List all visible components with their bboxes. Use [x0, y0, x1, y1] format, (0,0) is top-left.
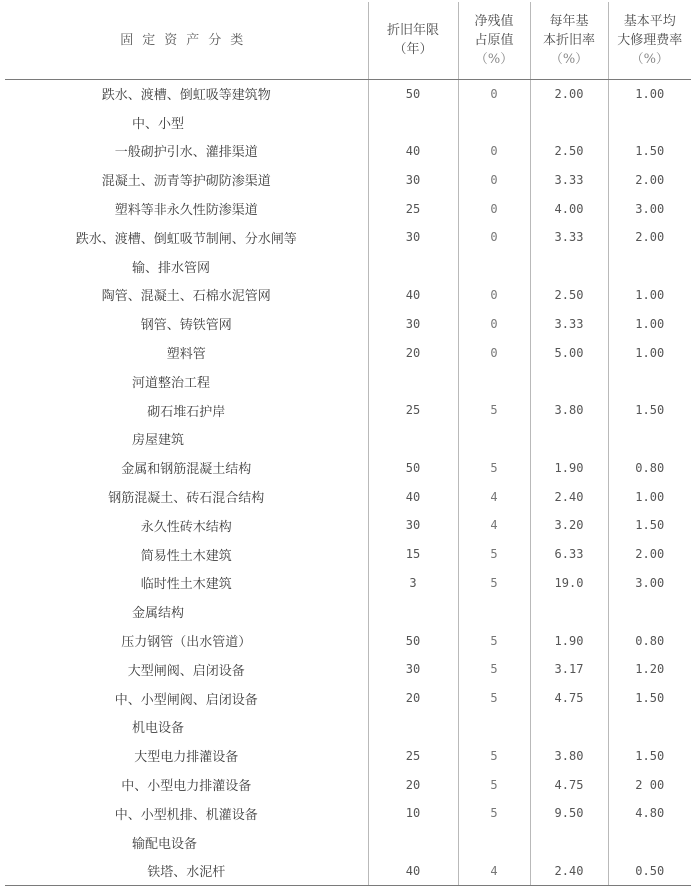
rate-cell: 3.80 [530, 741, 608, 770]
repair-cell [608, 713, 691, 742]
residual-cell [458, 597, 530, 626]
table-header [5, 2, 691, 79]
rate-cell [530, 425, 608, 454]
repair-cell [608, 828, 691, 857]
residual-cell: 4 [458, 511, 530, 540]
rate-cell: 4.75 [530, 770, 608, 799]
rate-cell: 3.33 [530, 223, 608, 252]
repair-cell: 1.50 [608, 511, 691, 540]
header-category: 固定资产分类 [5, 2, 368, 79]
residual-cell [458, 828, 530, 857]
years-cell: 40 [368, 281, 458, 310]
repair-cell [608, 367, 691, 396]
category-cell: 永久性砖木结构 [140, 519, 232, 535]
repair-cell: 1.00 [608, 309, 691, 338]
table-row [5, 799, 691, 828]
years-cell: 30 [368, 309, 458, 338]
table-row [5, 223, 691, 252]
years-cell: 50 [368, 453, 458, 482]
repair-cell: 2 00 [608, 770, 691, 799]
repair-cell: 0.80 [608, 453, 691, 482]
group-heading-cell: 房屋建筑 [132, 433, 185, 449]
rate-cell: 19.0 [530, 569, 608, 598]
rate-cell [530, 367, 608, 396]
table-row [5, 655, 691, 684]
years-cell: 3 [368, 569, 458, 598]
table-row [5, 425, 691, 454]
header-row [5, 2, 691, 79]
table-row [5, 309, 691, 338]
years-cell [368, 713, 458, 742]
category-cell: 陶管、混凝土、石棉水泥管网 [101, 289, 271, 305]
years-cell: 30 [368, 655, 458, 684]
residual-cell: 0 [458, 281, 530, 310]
group-heading-cell: 输配电设备 [132, 836, 198, 852]
category-cell: 压力钢管（出水管道） [121, 635, 252, 651]
category-cell: 大型闸阀、启闭设备 [127, 663, 245, 679]
repair-cell [608, 108, 691, 137]
residual-cell: 5 [458, 799, 530, 828]
header-repair-line-1: 基本平均 [623, 13, 676, 29]
table-row [5, 569, 691, 598]
header-repair [608, 2, 691, 79]
table-row [5, 770, 691, 799]
header-residual [458, 2, 530, 79]
header-years-line-2: （年） [393, 42, 433, 58]
repair-cell: 1.00 [608, 281, 691, 310]
rate-cell: 3.33 [530, 309, 608, 338]
table-row [5, 857, 691, 886]
years-cell [368, 828, 458, 857]
repair-cell: 0.80 [608, 626, 691, 655]
rate-cell [530, 828, 608, 857]
header-residual-line-3: （%） [474, 51, 514, 67]
rate-cell: 2.50 [530, 137, 608, 166]
rate-cell [530, 713, 608, 742]
table-row [5, 597, 691, 626]
repair-cell: 1.50 [608, 137, 691, 166]
years-cell: 30 [368, 223, 458, 252]
repair-cell [608, 597, 691, 626]
table-row [5, 626, 691, 655]
category-cell: 跌水、渡槽、倒虹吸等建筑物 [101, 88, 271, 104]
table-row [5, 828, 691, 857]
repair-cell: 4.80 [608, 799, 691, 828]
rate-cell: 4.75 [530, 684, 608, 713]
years-cell [368, 108, 458, 137]
repair-cell: 1.20 [608, 655, 691, 684]
residual-cell: 0 [458, 223, 530, 252]
repair-cell: 1.00 [608, 482, 691, 511]
residual-cell: 5 [458, 540, 530, 569]
table-row [5, 108, 691, 137]
repair-cell: 0.50 [608, 857, 691, 886]
group-heading-cell: 中、小型 [132, 116, 185, 132]
years-cell: 30 [368, 165, 458, 194]
years-cell [368, 425, 458, 454]
rate-cell: 3.20 [530, 511, 608, 540]
residual-cell: 5 [458, 770, 530, 799]
category-cell: 金属和钢筋混凝土结构 [121, 462, 252, 478]
category-cell: 钢管、铸铁管网 [140, 318, 232, 334]
years-cell [368, 367, 458, 396]
table-row [5, 137, 691, 166]
category-cell: 跌水、渡槽、倒虹吸节制闸、分水闸等 [75, 231, 297, 247]
years-cell: 25 [368, 396, 458, 425]
category-cell: 中、小型机排、机灌设备 [114, 807, 258, 823]
years-cell: 40 [368, 857, 458, 886]
header-rate-line-2: 本折旧率 [542, 32, 595, 48]
header-repair-line-3: （%） [630, 51, 669, 67]
rate-cell: 1.90 [530, 626, 608, 655]
table-row [5, 540, 691, 569]
table-row [5, 79, 691, 108]
group-heading-cell: 机电设备 [132, 721, 185, 737]
residual-cell [458, 252, 530, 281]
years-cell: 15 [368, 540, 458, 569]
years-cell: 20 [368, 770, 458, 799]
category-cell: 一般砌护引水、灌排渠道 [114, 145, 258, 161]
repair-cell [608, 425, 691, 454]
years-cell: 50 [368, 626, 458, 655]
rate-cell [530, 108, 608, 137]
repair-cell: 1.00 [608, 338, 691, 367]
years-cell: 25 [368, 741, 458, 770]
rate-cell: 2.00 [530, 79, 608, 108]
rate-cell: 3.17 [530, 655, 608, 684]
years-cell: 30 [368, 511, 458, 540]
table-row [5, 684, 691, 713]
rate-cell: 2.40 [530, 482, 608, 511]
years-cell: 10 [368, 799, 458, 828]
repair-cell: 2.00 [608, 165, 691, 194]
table-row [5, 511, 691, 540]
category-cell: 塑料等非永久性防渗渠道 [114, 203, 258, 219]
table-row [5, 396, 691, 425]
years-cell [368, 252, 458, 281]
header-rate-line-3: （%） [549, 51, 589, 67]
category-cell: 混凝土、沥青等护砌防渗渠道 [101, 174, 271, 190]
repair-cell [608, 252, 691, 281]
repair-cell: 1.50 [608, 396, 691, 425]
residual-cell: 4 [458, 482, 530, 511]
header-years-line-1: 折旧年限 [386, 23, 439, 39]
rate-cell: 2.50 [530, 281, 608, 310]
rate-cell [530, 597, 608, 626]
years-cell: 40 [368, 137, 458, 166]
table-body [5, 79, 691, 885]
category-cell: 临时性土木建筑 [140, 577, 232, 593]
category-cell: 塑料管 [166, 347, 206, 363]
category-cell: 铁塔、水泥杆 [5, 857, 368, 886]
repair-cell: 3.00 [608, 194, 691, 223]
header-repair-line-2: 大修理费率 [617, 32, 683, 48]
table-row [5, 482, 691, 511]
repair-cell: 1.50 [608, 741, 691, 770]
header-rate [530, 2, 608, 79]
years-cell [368, 597, 458, 626]
rate-cell: 9.50 [530, 799, 608, 828]
residual-cell [458, 713, 530, 742]
residual-cell: 0 [458, 165, 530, 194]
years-cell: 25 [368, 194, 458, 223]
rate-cell: 1.90 [530, 453, 608, 482]
residual-cell: 0 [458, 137, 530, 166]
rate-cell: 6.33 [530, 540, 608, 569]
repair-cell: 2.00 [608, 223, 691, 252]
group-heading-cell: 金属结构 [132, 606, 185, 622]
rate-cell: 5.00 [530, 338, 608, 367]
repair-cell: 1.50 [608, 684, 691, 713]
repair-cell: 3.00 [608, 569, 691, 598]
residual-cell [458, 108, 530, 137]
group-heading-cell: 河道整治工程 [132, 375, 211, 391]
table-row [5, 338, 691, 367]
table-row [5, 713, 691, 742]
residual-cell: 5 [458, 741, 530, 770]
rate-cell: 2.40 [530, 857, 608, 886]
table-row [5, 281, 691, 310]
category-cell: 中、小型电力排灌设备 [121, 779, 252, 795]
table-row [5, 252, 691, 281]
residual-cell: 0 [458, 309, 530, 338]
residual-cell: 0 [458, 194, 530, 223]
residual-cell [458, 425, 530, 454]
repair-cell: 1.00 [608, 79, 691, 108]
years-cell: 20 [368, 338, 458, 367]
category-cell: 砌石堆石护岸 [147, 404, 226, 420]
header-residual-line-1: 净残值 [474, 13, 514, 29]
category-cell: 钢筋混凝土、砖石混合结构 [108, 491, 265, 507]
group-heading-cell: 输、排水管网 [132, 260, 211, 276]
header-residual-line-2: 占原值 [474, 32, 514, 48]
table-row [5, 367, 691, 396]
rate-cell: 3.80 [530, 396, 608, 425]
residual-cell: 4 [458, 857, 530, 886]
residual-cell: 5 [458, 626, 530, 655]
table-row [5, 741, 691, 770]
residual-cell: 5 [458, 684, 530, 713]
residual-cell: 0 [458, 338, 530, 367]
years-cell: 40 [368, 482, 458, 511]
residual-cell: 5 [458, 655, 530, 684]
residual-cell [458, 367, 530, 396]
residual-cell: 5 [458, 569, 530, 598]
category-cell: 大型电力排灌设备 [134, 750, 239, 766]
rate-cell: 3.33 [530, 165, 608, 194]
rate-cell [530, 252, 608, 281]
table-row [5, 165, 691, 194]
table-row [5, 194, 691, 223]
repair-cell: 2.00 [608, 540, 691, 569]
category-cell: 中、小型闸阀、启闭设备 [114, 692, 258, 708]
header-years [368, 2, 458, 79]
residual-cell: 5 [458, 396, 530, 425]
rate-cell: 4.00 [530, 194, 608, 223]
table-row [5, 453, 691, 482]
residual-cell: 0 [458, 79, 530, 108]
category-cell: 简易性土木建筑 [140, 548, 232, 564]
years-cell: 20 [368, 684, 458, 713]
residual-cell: 5 [458, 453, 530, 482]
depreciation-table [5, 2, 691, 886]
years-cell: 50 [368, 79, 458, 108]
header-rate-line-1: 每年基 [549, 13, 589, 29]
